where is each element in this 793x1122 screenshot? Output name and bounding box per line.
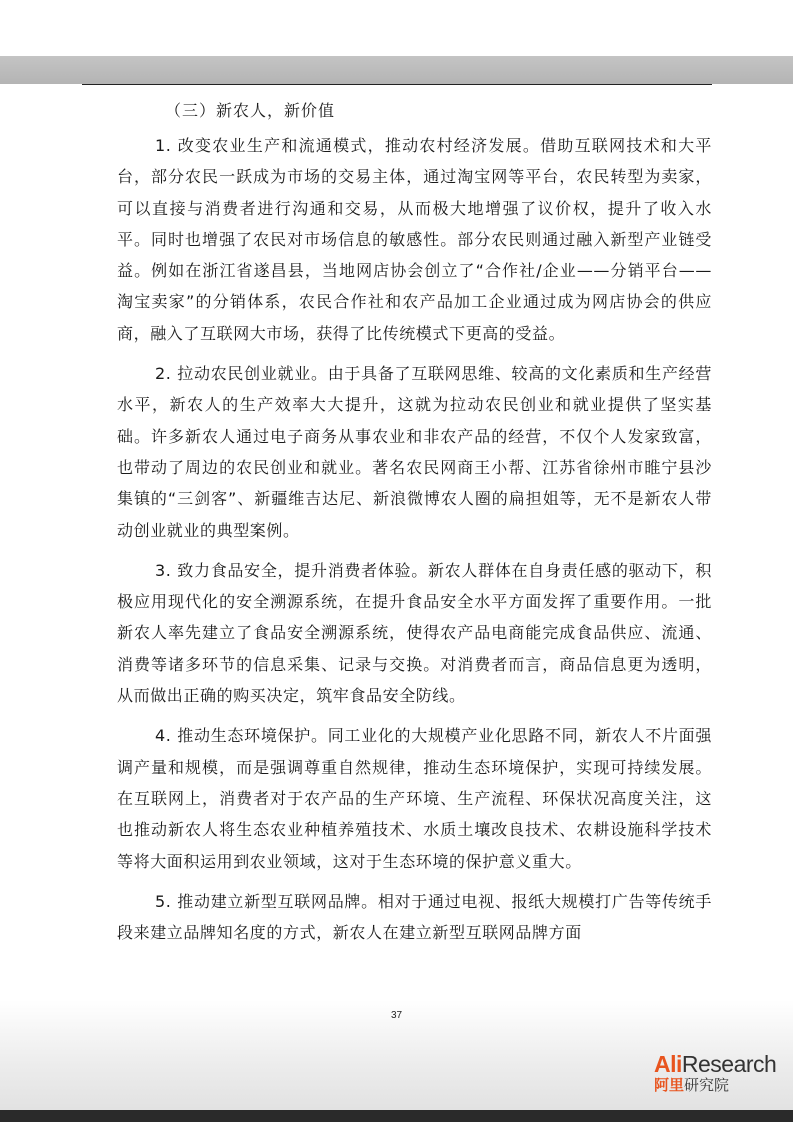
logo-cn-institute: 研究院 bbox=[684, 1076, 730, 1094]
logo-chinese bbox=[654, 1076, 793, 1094]
paragraph-1: 1. 改变农业生产和流通模式，推动农村经济发展。借助互联网技术和大平台，部分农民一跃成为市场的交易主体，通过淘宝网等平台，农民转型为卖家，可以直接与消费者进行沟通和交易，从而极大地增强了议价权，提升了收入水平。同时也增强了农民对市场信息的敏感性。部分农民则通过融入新型产业链受益。例如在浙江省遂昌县，当地网店协会创立了“合作社/企业——分销平台——淘宝卖家”的分销体系，农民合作社和农产品加工企业通过成为网店协会的供应商，融入了互联网大市场，获得了比传统模式下更高的受益。 bbox=[117, 136, 712, 343]
logo-latin-research: Research bbox=[681, 1051, 777, 1077]
header-rule bbox=[82, 84, 712, 85]
aliresearch-logo bbox=[654, 1052, 793, 1094]
footer-bar bbox=[0, 1110, 793, 1122]
logo-cn-ali: 阿里 bbox=[654, 1076, 685, 1094]
page-content bbox=[117, 96, 712, 957]
section-heading: （三）新农人，新价值 bbox=[165, 101, 336, 120]
paragraph-4: 4. 推动生态环境保护。同工业化的大规模产业化思路不同，新农人不片面强调产量和规模，而是强调尊重自然规律，推动生态环境保护，实现可持续发展。在互联网上，消费者对于农产品的生产环境、生产流程、环保状况高度关注，这也推动新农人将生态农业种植养殖技术、水质土壤改良技术、农耕设施科学技术等将大面积运用到农业领域，这对于生态环境的保护意义重大。 bbox=[117, 726, 712, 871]
page-number: 37 bbox=[390, 1010, 403, 1021]
logo-latin-ali: Ali bbox=[654, 1051, 682, 1077]
logo-latin bbox=[654, 1052, 793, 1076]
paragraph-2: 2. 拉动农民创业就业。由于具备了互联网思维、较高的文化素质和生产经营水平，新农人的生产效率大大提升，这就为拉动农民创业和就业提供了坚实基础。许多新农人通过电子商务从事农业和非农产品的经营，不仅个人发家致富，也带动了周边的农民创业和就业。著名农民网商王小帮、江苏省徐州市睢宁县沙集镇的“三剑客”、新疆维吉达尼、新浪微博农人圈的扁担姐等，无不是新农人带动创业就业的典型案例。 bbox=[117, 364, 712, 540]
header-band bbox=[0, 56, 793, 84]
paragraph-5: 5. 推动建立新型互联网品牌。相对于通过电视、报纸大规模打广告等传统手段来建立品牌知名度的方式，新农人在建立新型互联网品牌方面 bbox=[117, 891, 712, 943]
paragraph-3: 3. 致力食品安全，提升消费者体验。新农人群体在自身责任感的驱动下，积极应用现代化的安全溯源系统，在提升食品安全水平方面发挥了重要作用。一批新农人率先建立了食品安全溯源系统，使得农产品电商能完成食品供应、流通、消费等诸多环节的信息采集、记录与交换。对消费者而言，商品信息更为透明，从而做出正确的购买决定，筑牢食品安全防线。 bbox=[117, 560, 712, 706]
